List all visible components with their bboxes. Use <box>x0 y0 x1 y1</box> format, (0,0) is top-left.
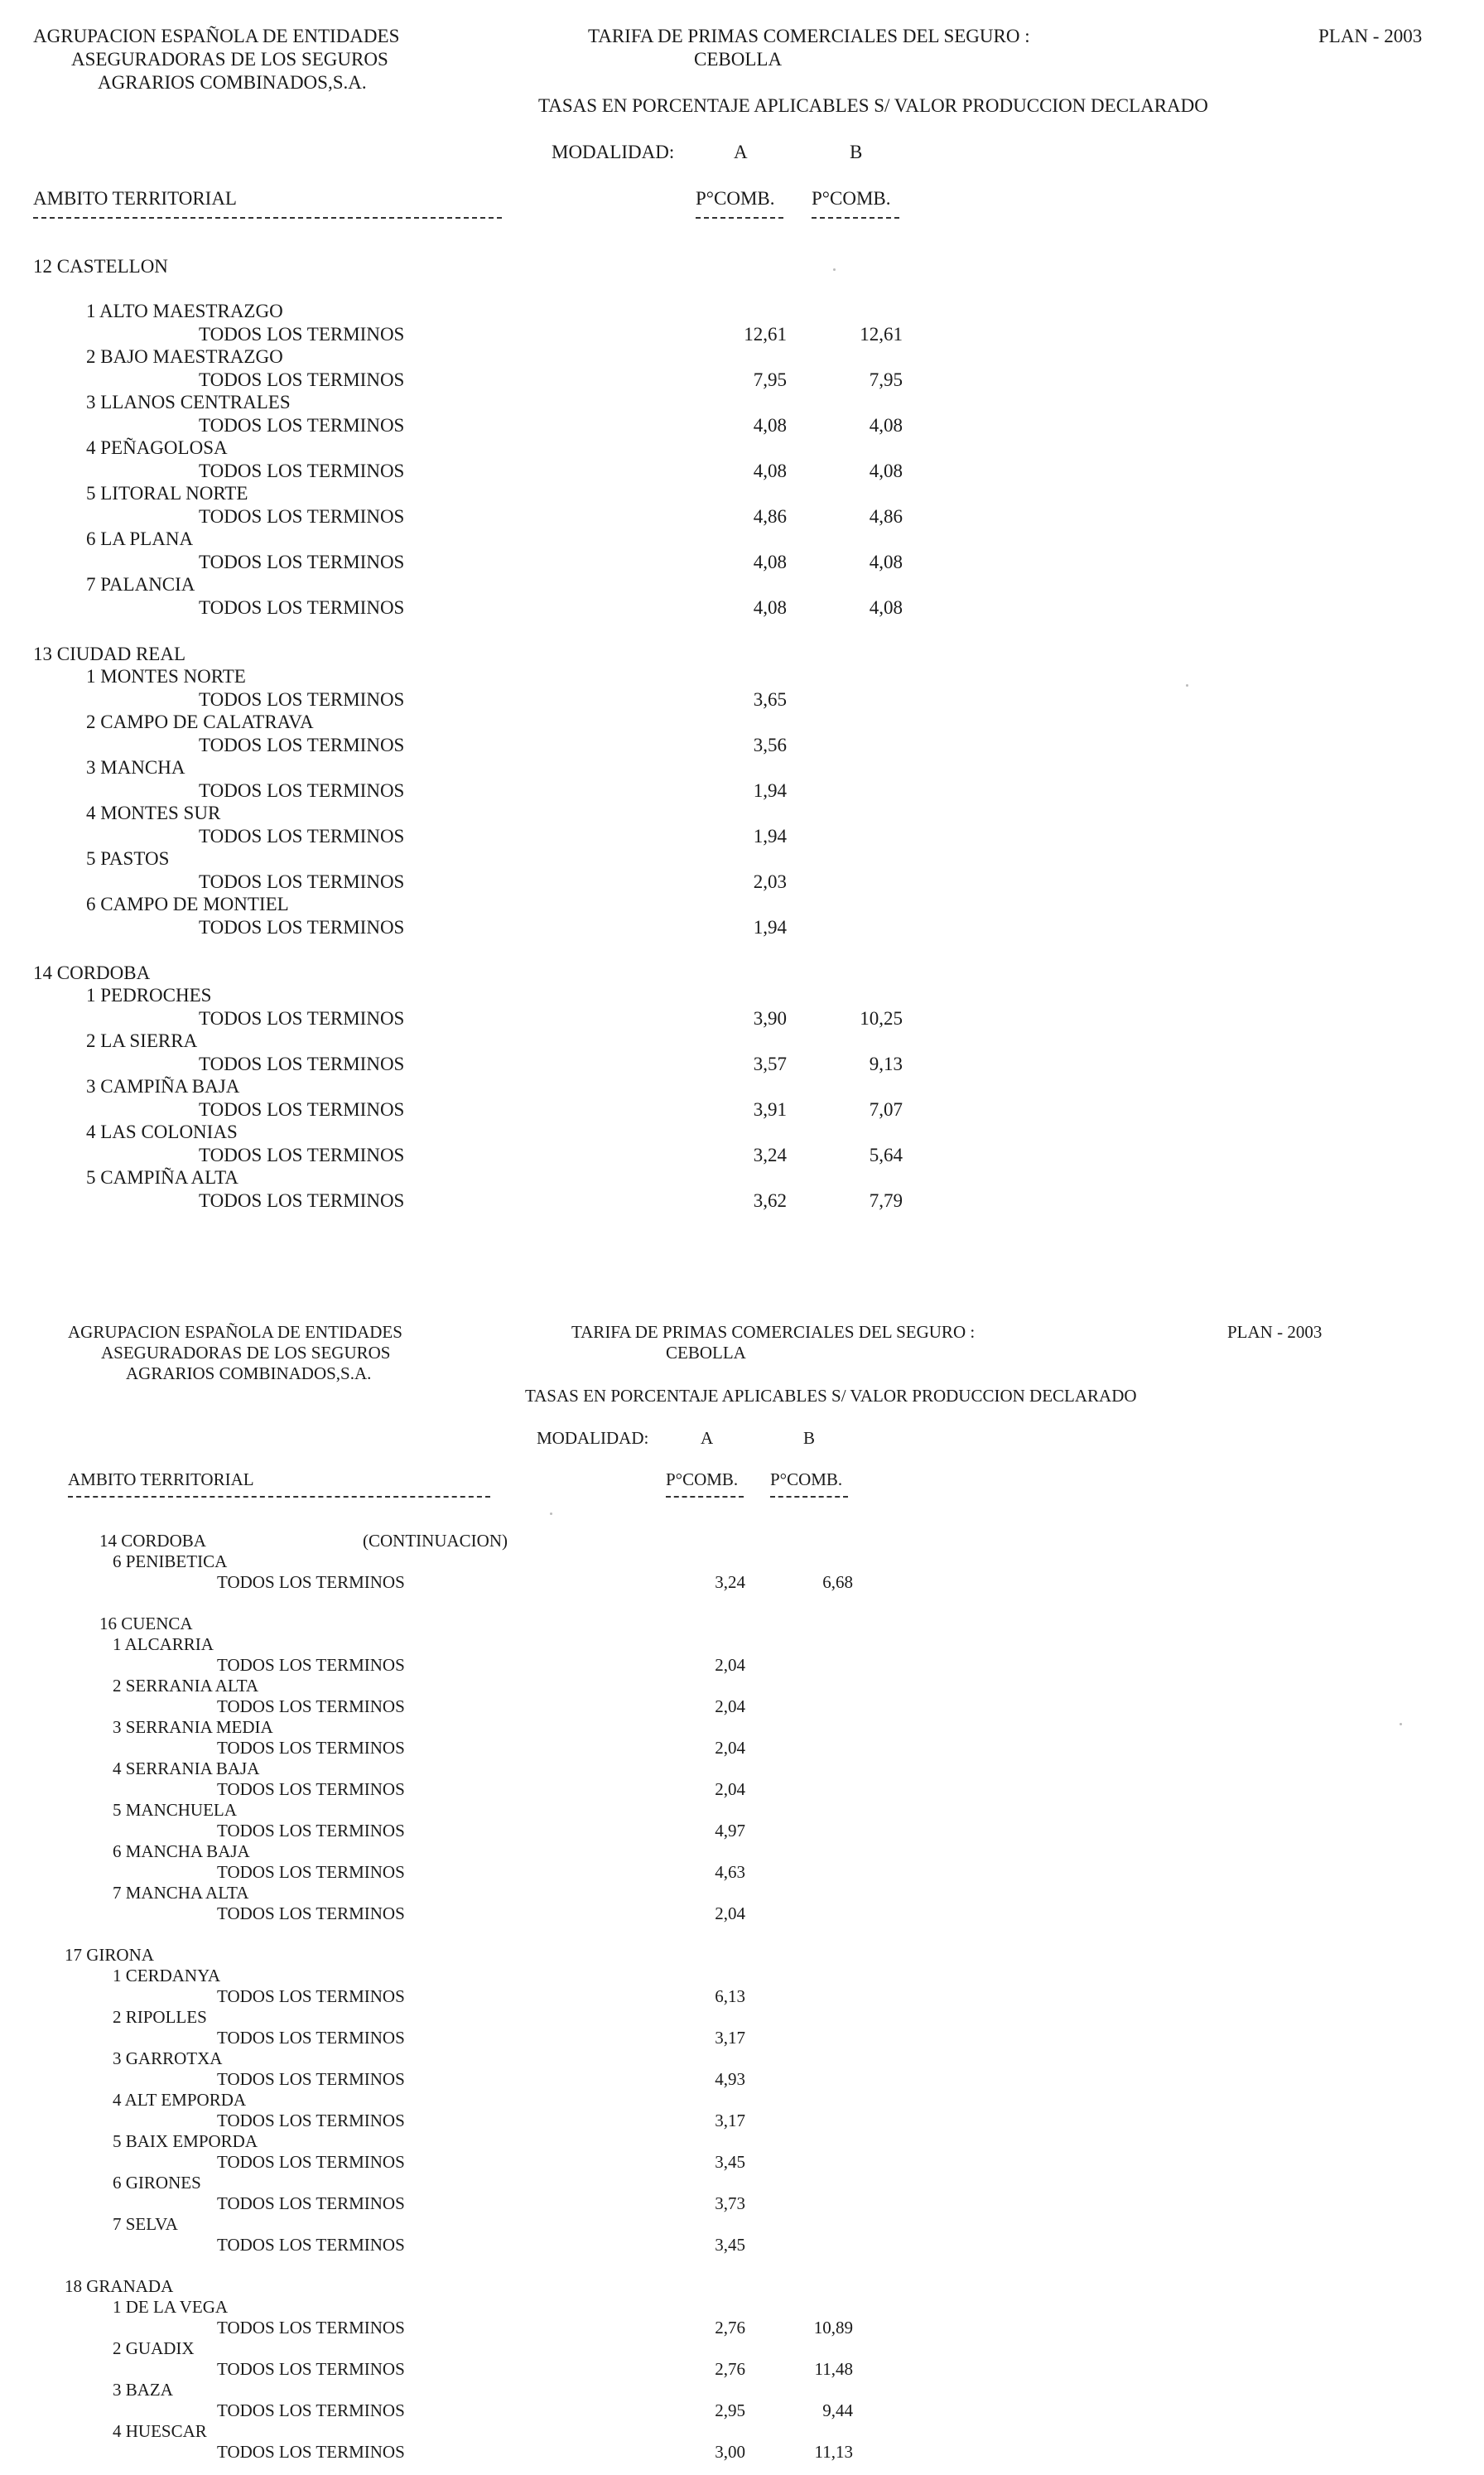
comarca-name: 7 PALANCIA <box>86 574 195 595</box>
terms-label: TODOS LOS TERMINOS <box>217 2235 405 2255</box>
rate-b: 9,13 <box>869 1054 903 1074</box>
rate-a: 3,45 <box>715 2152 745 2172</box>
crop-name: CEBOLLA <box>666 1343 746 1363</box>
comarca-name: 4 HUESCAR <box>113 2421 207 2441</box>
rate-a: 12,61 <box>744 324 787 345</box>
comarca-name: 2 SERRANIA ALTA <box>113 1676 259 1696</box>
rate-a: 3,73 <box>715 2193 745 2213</box>
modalidad-a: A <box>701 1428 714 1448</box>
column-a-underline <box>696 217 783 219</box>
terms-label: TODOS LOS TERMINOS <box>199 597 405 618</box>
rate-b: 4,08 <box>869 415 903 436</box>
scan-speck <box>550 1512 552 1515</box>
comarca-name: 6 LA PLANA <box>86 528 194 549</box>
comarca-name: 2 CAMPO DE CALATRAVA <box>86 712 314 732</box>
continuation-note: (CONTINUACION) <box>363 1531 508 1551</box>
org-name-line2: ASEGURADORAS DE LOS SEGUROS <box>71 49 388 70</box>
comarca-name: 2 LA SIERRA <box>86 1030 198 1051</box>
rate-b: 7,07 <box>869 1099 903 1120</box>
rate-a: 2,04 <box>715 1903 745 1923</box>
rate-a: 1,94 <box>753 917 787 938</box>
comarca-name: 3 BAZA <box>113 2380 173 2400</box>
province-heading: 13 CIUDAD REAL <box>33 644 186 664</box>
comarca-name: 5 PASTOS <box>86 848 170 869</box>
rate-a: 4,86 <box>753 506 787 527</box>
column-a-underline <box>666 1496 744 1498</box>
modalidad-b: B <box>803 1428 816 1448</box>
comarca-name: 4 MONTES SUR <box>86 803 221 823</box>
ambito-territorial-header: AMBITO TERRITORIAL <box>33 188 237 209</box>
org-name-line2: ASEGURADORAS DE LOS SEGUROS <box>101 1343 391 1363</box>
terms-label: TODOS LOS TERMINOS <box>217 1696 405 1716</box>
terms-label: TODOS LOS TERMINOS <box>199 461 405 481</box>
rate-a: 6,13 <box>715 1986 745 2006</box>
terms-label: TODOS LOS TERMINOS <box>199 1099 405 1120</box>
ambito-territorial-header: AMBITO TERRITORIAL <box>68 1469 254 1489</box>
comarca-name: 1 PEDROCHES <box>86 985 212 1006</box>
scan-speck <box>1186 684 1188 687</box>
comarca-name: 7 MANCHA ALTA <box>113 1883 249 1903</box>
terms-label: TODOS LOS TERMINOS <box>199 826 405 847</box>
terms-label: TODOS LOS TERMINOS <box>217 1779 405 1799</box>
rate-b: 11,13 <box>814 2442 853 2462</box>
terms-label: TODOS LOS TERMINOS <box>217 1821 405 1841</box>
rate-a: 3,90 <box>753 1008 787 1029</box>
plan-year: PLAN - 2003 <box>1227 1322 1323 1342</box>
rate-b: 4,08 <box>869 461 903 481</box>
comarca-name: 1 CERDANYA <box>113 1966 221 1985</box>
terms-label: TODOS LOS TERMINOS <box>217 2359 405 2379</box>
terms-label: TODOS LOS TERMINOS <box>217 2152 405 2172</box>
modalidad-b: B <box>850 142 863 162</box>
terms-label: TODOS LOS TERMINOS <box>199 415 405 436</box>
rate-b: 4,08 <box>869 597 903 618</box>
comarca-name: 5 CAMPIÑA ALTA <box>86 1167 238 1188</box>
rate-b: 6,68 <box>822 1572 853 1592</box>
rate-b: 12,61 <box>860 324 903 345</box>
rate-b: 10,89 <box>813 2318 853 2338</box>
terms-label: TODOS LOS TERMINOS <box>217 1738 405 1758</box>
province-heading: 17 GIRONA <box>65 1945 154 1965</box>
terms-label: TODOS LOS TERMINOS <box>217 1986 405 2006</box>
terms-label: TODOS LOS TERMINOS <box>199 369 405 390</box>
crop-name: CEBOLLA <box>694 49 783 70</box>
column-b-underline <box>770 1496 848 1498</box>
rate-b: 4,86 <box>869 506 903 527</box>
rate-a: 4,08 <box>753 552 787 572</box>
comarca-name: 4 ALT EMPORDA <box>113 2090 247 2110</box>
terms-label: TODOS LOS TERMINOS <box>199 1054 405 1074</box>
org-name-line1: AGRUPACION ESPAÑOLA DE ENTIDADES <box>68 1322 402 1342</box>
comarca-name: 7 SELVA <box>113 2214 178 2234</box>
comarca-name: 4 PEÑAGOLOSA <box>86 437 228 458</box>
terms-label: TODOS LOS TERMINOS <box>199 689 405 710</box>
comarca-name: 2 BAJO MAESTRAZGO <box>86 346 283 367</box>
terms-label: TODOS LOS TERMINOS <box>199 780 405 801</box>
rate-a: 2,76 <box>715 2318 745 2338</box>
scan-speck <box>833 268 836 271</box>
rate-a: 2,04 <box>715 1655 745 1675</box>
comarca-name: 5 MANCHUELA <box>113 1800 237 1820</box>
province-heading: 18 GRANADA <box>65 2276 174 2296</box>
rate-a: 1,94 <box>753 826 787 847</box>
rate-b: 5,64 <box>869 1145 903 1165</box>
terms-label: TODOS LOS TERMINOS <box>217 2193 405 2213</box>
rate-a: 1,94 <box>753 780 787 801</box>
terms-label: TODOS LOS TERMINOS <box>199 917 405 938</box>
comarca-name: 6 PENIBETICA <box>113 1551 228 1571</box>
comarca-name: 5 BAIX EMPORDA <box>113 2131 258 2151</box>
rate-a: 3,24 <box>753 1145 787 1165</box>
terms-label: TODOS LOS TERMINOS <box>199 1190 405 1211</box>
column-a-header: P°COMB. <box>696 188 775 209</box>
ambito-underline <box>68 1496 490 1498</box>
comarca-name: 3 MANCHA <box>86 757 186 778</box>
rate-a: 3,17 <box>715 2028 745 2048</box>
comarca-name: 4 LAS COLONIAS <box>86 1122 238 1142</box>
column-b-header: P°COMB. <box>770 1469 843 1489</box>
column-b-header: P°COMB. <box>812 188 891 209</box>
modalidad-label: MODALIDAD: <box>552 142 675 162</box>
comarca-name: 5 LITORAL NORTE <box>86 483 248 504</box>
rate-a: 2,04 <box>715 1738 745 1758</box>
rate-a: 3,57 <box>753 1054 787 1074</box>
rate-a: 4,97 <box>715 1821 745 1841</box>
comarca-name: 2 RIPOLLES <box>113 2007 207 2027</box>
terms-label: TODOS LOS TERMINOS <box>217 1572 405 1592</box>
comarca-name: 1 ALTO MAESTRAZGO <box>86 301 283 321</box>
rate-a: 3,62 <box>753 1190 787 1211</box>
rate-a: 3,00 <box>715 2442 745 2462</box>
comarca-name: 1 MONTES NORTE <box>86 666 246 687</box>
terms-label: TODOS LOS TERMINOS <box>199 871 405 892</box>
tariff-page-2 <box>0 1292 1484 2475</box>
terms-label: TODOS LOS TERMINOS <box>217 2400 405 2420</box>
rate-b: 7,79 <box>869 1190 903 1211</box>
rate-b: 7,95 <box>869 369 903 390</box>
rate-b: 10,25 <box>860 1008 903 1029</box>
comarca-name: 1 ALCARRIA <box>113 1634 214 1654</box>
ambito-underline <box>33 217 502 219</box>
terms-label: TODOS LOS TERMINOS <box>217 1655 405 1675</box>
terms-label: TODOS LOS TERMINOS <box>199 1008 405 1029</box>
terms-label: TODOS LOS TERMINOS <box>217 2442 405 2462</box>
rate-a: 2,03 <box>753 871 787 892</box>
terms-label: TODOS LOS TERMINOS <box>217 2028 405 2048</box>
terms-label: TODOS LOS TERMINOS <box>199 324 405 345</box>
rates-caption: TASAS EN PORCENTAJE APLICABLES S/ VALOR PRODUCCION DECLARADO <box>525 1386 1137 1406</box>
rate-a: 7,95 <box>753 369 787 390</box>
modalidad-label: MODALIDAD: <box>537 1428 649 1448</box>
plan-year: PLAN - 2003 <box>1318 26 1423 46</box>
terms-label: TODOS LOS TERMINOS <box>199 506 405 527</box>
province-heading: 14 CORDOBA <box>33 962 151 983</box>
comarca-name: 6 MANCHA BAJA <box>113 1841 250 1861</box>
comarca-name: 6 CAMPO DE MONTIEL <box>86 894 289 914</box>
comarca-name: 6 GIRONES <box>113 2173 201 2193</box>
rate-a: 2,04 <box>715 1779 745 1799</box>
terms-label: TODOS LOS TERMINOS <box>217 2111 405 2130</box>
rate-b: 11,48 <box>814 2359 853 2379</box>
rate-a: 4,93 <box>715 2069 745 2089</box>
column-a-header: P°COMB. <box>666 1469 739 1489</box>
province-heading: 12 CASTELLON <box>33 256 168 277</box>
rate-a: 2,76 <box>715 2359 745 2379</box>
terms-label: TODOS LOS TERMINOS <box>217 2318 405 2338</box>
modalidad-a: A <box>734 142 748 162</box>
rate-a: 4,08 <box>753 415 787 436</box>
comarca-name: 2 GUADIX <box>113 2338 195 2358</box>
comarca-name: 3 LLANOS CENTRALES <box>86 392 291 412</box>
rate-a: 3,24 <box>715 1572 745 1592</box>
province-heading: 16 CUENCA <box>99 1614 193 1633</box>
column-b-underline <box>812 217 899 219</box>
terms-label: TODOS LOS TERMINOS <box>217 2069 405 2089</box>
comarca-name: 3 GARROTXA <box>113 2048 223 2068</box>
scan-speck <box>1400 1723 1402 1725</box>
terms-label: TODOS LOS TERMINOS <box>199 552 405 572</box>
comarca-name: 3 SERRANIA MEDIA <box>113 1717 273 1737</box>
comarca-name: 1 DE LA VEGA <box>113 2297 229 2317</box>
org-name-line3: AGRARIOS COMBINADOS,S.A. <box>126 1363 372 1383</box>
terms-label: TODOS LOS TERMINOS <box>217 1903 405 1923</box>
rate-a: 4,63 <box>715 1862 745 1882</box>
tariff-title: TARIFA DE PRIMAS COMERCIALES DEL SEGURO : <box>588 26 1030 46</box>
rates-caption: TASAS EN PORCENTAJE APLICABLES S/ VALOR PRODUCCION DECLARADO <box>538 95 1208 116</box>
rate-a: 4,08 <box>753 461 787 481</box>
province-heading: 14 CORDOBA <box>99 1531 206 1551</box>
rate-b: 4,08 <box>869 552 903 572</box>
rate-a: 3,45 <box>715 2235 745 2255</box>
org-name-line3: AGRARIOS COMBINADOS,S.A. <box>98 72 367 93</box>
rate-a: 2,95 <box>715 2400 745 2420</box>
rate-a: 3,56 <box>753 735 787 755</box>
rate-a: 3,65 <box>753 689 787 710</box>
rate-a: 3,17 <box>715 2111 745 2130</box>
rate-a: 3,91 <box>753 1099 787 1120</box>
rate-a: 4,08 <box>753 597 787 618</box>
tariff-title: TARIFA DE PRIMAS COMERCIALES DEL SEGURO : <box>571 1322 976 1342</box>
org-name-line1: AGRUPACION ESPAÑOLA DE ENTIDADES <box>33 26 400 46</box>
rate-b: 9,44 <box>822 2400 853 2420</box>
comarca-name: 4 SERRANIA BAJA <box>113 1759 260 1778</box>
terms-label: TODOS LOS TERMINOS <box>217 1862 405 1882</box>
rate-a: 2,04 <box>715 1696 745 1716</box>
comarca-name: 3 CAMPIÑA BAJA <box>86 1076 240 1097</box>
terms-label: TODOS LOS TERMINOS <box>199 735 405 755</box>
terms-label: TODOS LOS TERMINOS <box>199 1145 405 1165</box>
